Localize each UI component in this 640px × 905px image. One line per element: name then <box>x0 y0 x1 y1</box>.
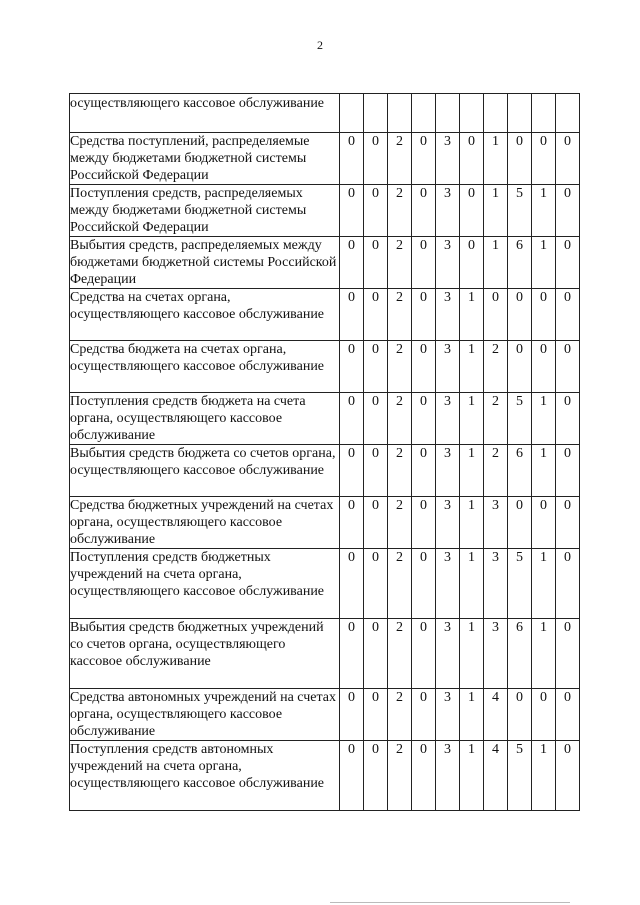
code-digit: 0 <box>508 341 532 393</box>
table-row <box>70 393 580 445</box>
row-label: Поступления средств, распределяемых между бюджетами бюджетной системы Российской Федерации <box>70 185 340 237</box>
code-digit <box>460 94 484 133</box>
code-digit: 1 <box>532 445 556 497</box>
code-digit: 2 <box>388 549 412 619</box>
table-row <box>70 94 580 133</box>
code-digit: 1 <box>460 619 484 689</box>
code-digit: 0 <box>412 133 436 185</box>
code-digit <box>412 94 436 133</box>
code-digit: 4 <box>484 741 508 811</box>
code-digit: 0 <box>460 133 484 185</box>
code-digit: 0 <box>412 619 436 689</box>
table-row <box>70 689 580 741</box>
code-digit: 0 <box>508 289 532 341</box>
code-digit: 1 <box>532 185 556 237</box>
code-digit: 0 <box>364 393 388 445</box>
code-digit: 0 <box>532 289 556 341</box>
code-digit: 3 <box>436 341 460 393</box>
code-digit: 0 <box>412 341 436 393</box>
code-digit: 3 <box>484 619 508 689</box>
code-digit: 0 <box>532 133 556 185</box>
code-digit: 0 <box>412 289 436 341</box>
code-digit: 1 <box>532 237 556 289</box>
row-label: осуществляющего кассовое обслуживание <box>70 94 340 133</box>
code-digit: 2 <box>388 133 412 185</box>
code-digit: 0 <box>340 689 364 741</box>
code-digit: 0 <box>556 549 580 619</box>
code-digit: 2 <box>484 445 508 497</box>
code-digit: 3 <box>436 185 460 237</box>
row-label: Поступления средств автономных учреждений на счета органа, осуществляющего кассовое обслуживание <box>70 741 340 811</box>
code-digit: 5 <box>508 741 532 811</box>
code-digit: 0 <box>532 689 556 741</box>
code-digit: 0 <box>556 185 580 237</box>
code-digit: 0 <box>340 497 364 549</box>
code-digit: 0 <box>412 237 436 289</box>
code-digit: 1 <box>484 237 508 289</box>
code-digit: 6 <box>508 445 532 497</box>
code-digit: 1 <box>460 689 484 741</box>
code-digit: 0 <box>460 237 484 289</box>
code-digit <box>436 94 460 133</box>
code-digit: 1 <box>532 619 556 689</box>
code-digit: 3 <box>436 619 460 689</box>
code-digit: 0 <box>556 237 580 289</box>
code-digit: 1 <box>460 445 484 497</box>
code-digit: 0 <box>412 393 436 445</box>
table-row <box>70 133 580 185</box>
code-digit: 1 <box>532 741 556 811</box>
code-digit: 0 <box>412 445 436 497</box>
code-digit <box>364 94 388 133</box>
code-digit <box>556 94 580 133</box>
code-digit: 0 <box>556 619 580 689</box>
row-label: Выбытия средств бюджета со счетов органа, осуществляющего кассовое обслуживание <box>70 445 340 497</box>
table-row <box>70 445 580 497</box>
code-digit: 0 <box>364 133 388 185</box>
code-digit: 0 <box>556 445 580 497</box>
code-digit: 5 <box>508 549 532 619</box>
code-digit: 2 <box>388 393 412 445</box>
code-digit: 3 <box>436 689 460 741</box>
code-digit: 3 <box>436 289 460 341</box>
row-label: Выбытия средств, распределяемых между бюджетами бюджетной системы Российской Федерации <box>70 237 340 289</box>
code-digit: 2 <box>388 185 412 237</box>
code-digit: 1 <box>460 289 484 341</box>
code-digit: 0 <box>556 689 580 741</box>
code-digit: 4 <box>484 689 508 741</box>
code-digit: 0 <box>532 497 556 549</box>
code-digit: 0 <box>340 445 364 497</box>
row-label: Средства бюджета на счетах органа, осуществляющего кассовое обслуживание <box>70 341 340 393</box>
code-digit: 5 <box>508 185 532 237</box>
row-label: Поступления средств бюджета на счета органа, осуществляющего кассовое обслуживание <box>70 393 340 445</box>
code-digit: 0 <box>364 497 388 549</box>
code-digit: 0 <box>508 497 532 549</box>
code-digit: 0 <box>364 341 388 393</box>
code-digit: 0 <box>340 185 364 237</box>
code-digit: 0 <box>460 185 484 237</box>
code-digit: 2 <box>388 689 412 741</box>
table-row <box>70 237 580 289</box>
code-digit: 2 <box>484 341 508 393</box>
code-digit: 0 <box>340 549 364 619</box>
code-digit: 0 <box>556 289 580 341</box>
code-digit: 3 <box>436 445 460 497</box>
code-digit: 1 <box>532 393 556 445</box>
code-digit: 0 <box>364 445 388 497</box>
table-row <box>70 185 580 237</box>
page-number: 2 <box>317 38 323 52</box>
code-digit: 0 <box>364 689 388 741</box>
code-digit: 0 <box>556 497 580 549</box>
code-digit: 0 <box>484 289 508 341</box>
code-digit: 0 <box>340 133 364 185</box>
code-digit: 0 <box>508 689 532 741</box>
code-digit: 2 <box>388 741 412 811</box>
code-digit <box>340 94 364 133</box>
code-digit: 2 <box>484 393 508 445</box>
code-digit: 2 <box>388 445 412 497</box>
code-digit <box>388 94 412 133</box>
code-digit: 0 <box>556 741 580 811</box>
code-digit: 3 <box>436 741 460 811</box>
code-digit: 0 <box>364 185 388 237</box>
code-digit: 1 <box>484 133 508 185</box>
row-label: Средства автономных учреждений на счетах органа, осуществляющего кассовое обслуживание <box>70 689 340 741</box>
table-row <box>70 497 580 549</box>
code-digit: 2 <box>388 497 412 549</box>
code-digit: 0 <box>412 185 436 237</box>
code-digit: 0 <box>364 237 388 289</box>
code-digit: 1 <box>460 393 484 445</box>
table-row <box>70 549 580 619</box>
code-digit: 1 <box>460 549 484 619</box>
row-label: Средства на счетах органа, осуществляющего кассовое обслуживание <box>70 289 340 341</box>
code-digit: 0 <box>412 741 436 811</box>
table-row <box>70 619 580 689</box>
code-digit: 1 <box>484 185 508 237</box>
code-digit: 0 <box>556 393 580 445</box>
code-digit: 3 <box>436 549 460 619</box>
code-digit: 2 <box>388 619 412 689</box>
code-digit: 0 <box>412 497 436 549</box>
code-digit <box>532 94 556 133</box>
code-digit: 0 <box>340 619 364 689</box>
code-digit: 0 <box>364 619 388 689</box>
code-digit: 0 <box>364 549 388 619</box>
row-label: Средства поступлений, распределяемые между бюджетами бюджетной системы Российской Федерации <box>70 133 340 185</box>
row-label: Выбытия средств бюджетных учреждений со счетов органа, осуществляющего кассовое обслуживание <box>70 619 340 689</box>
code-digit: 0 <box>412 549 436 619</box>
code-digit: 1 <box>460 341 484 393</box>
code-digit: 0 <box>340 393 364 445</box>
account-code-table <box>69 93 580 811</box>
code-digit: 2 <box>388 237 412 289</box>
table-row <box>70 341 580 393</box>
code-digit: 0 <box>508 133 532 185</box>
code-digit: 1 <box>532 549 556 619</box>
scan-edge-line <box>330 902 570 903</box>
code-digit: 0 <box>412 689 436 741</box>
code-digit: 0 <box>340 741 364 811</box>
code-digit: 0 <box>556 133 580 185</box>
code-digit: 1 <box>460 741 484 811</box>
table-row <box>70 289 580 341</box>
code-digit: 3 <box>436 237 460 289</box>
code-digit <box>508 94 532 133</box>
code-digit: 0 <box>532 341 556 393</box>
code-digit: 0 <box>340 341 364 393</box>
code-digit <box>484 94 508 133</box>
row-label: Средства бюджетных учреждений на счетах органа, осуществляющего кассовое обслуживание <box>70 497 340 549</box>
code-digit: 6 <box>508 619 532 689</box>
code-digit: 6 <box>508 237 532 289</box>
code-digit: 0 <box>364 741 388 811</box>
code-digit: 0 <box>364 289 388 341</box>
code-digit: 0 <box>340 237 364 289</box>
code-digit: 0 <box>340 289 364 341</box>
row-label: Поступления средств бюджетных учреждений на счета органа, осуществляющего кассовое обслуживание <box>70 549 340 619</box>
table-row <box>70 741 580 811</box>
code-digit: 2 <box>388 341 412 393</box>
code-digit: 2 <box>388 289 412 341</box>
code-digit: 3 <box>436 133 460 185</box>
code-digit: 5 <box>508 393 532 445</box>
code-digit: 3 <box>484 549 508 619</box>
code-digit: 1 <box>460 497 484 549</box>
code-digit: 3 <box>436 497 460 549</box>
code-digit: 0 <box>556 341 580 393</box>
code-digit: 3 <box>484 497 508 549</box>
code-digit: 3 <box>436 393 460 445</box>
